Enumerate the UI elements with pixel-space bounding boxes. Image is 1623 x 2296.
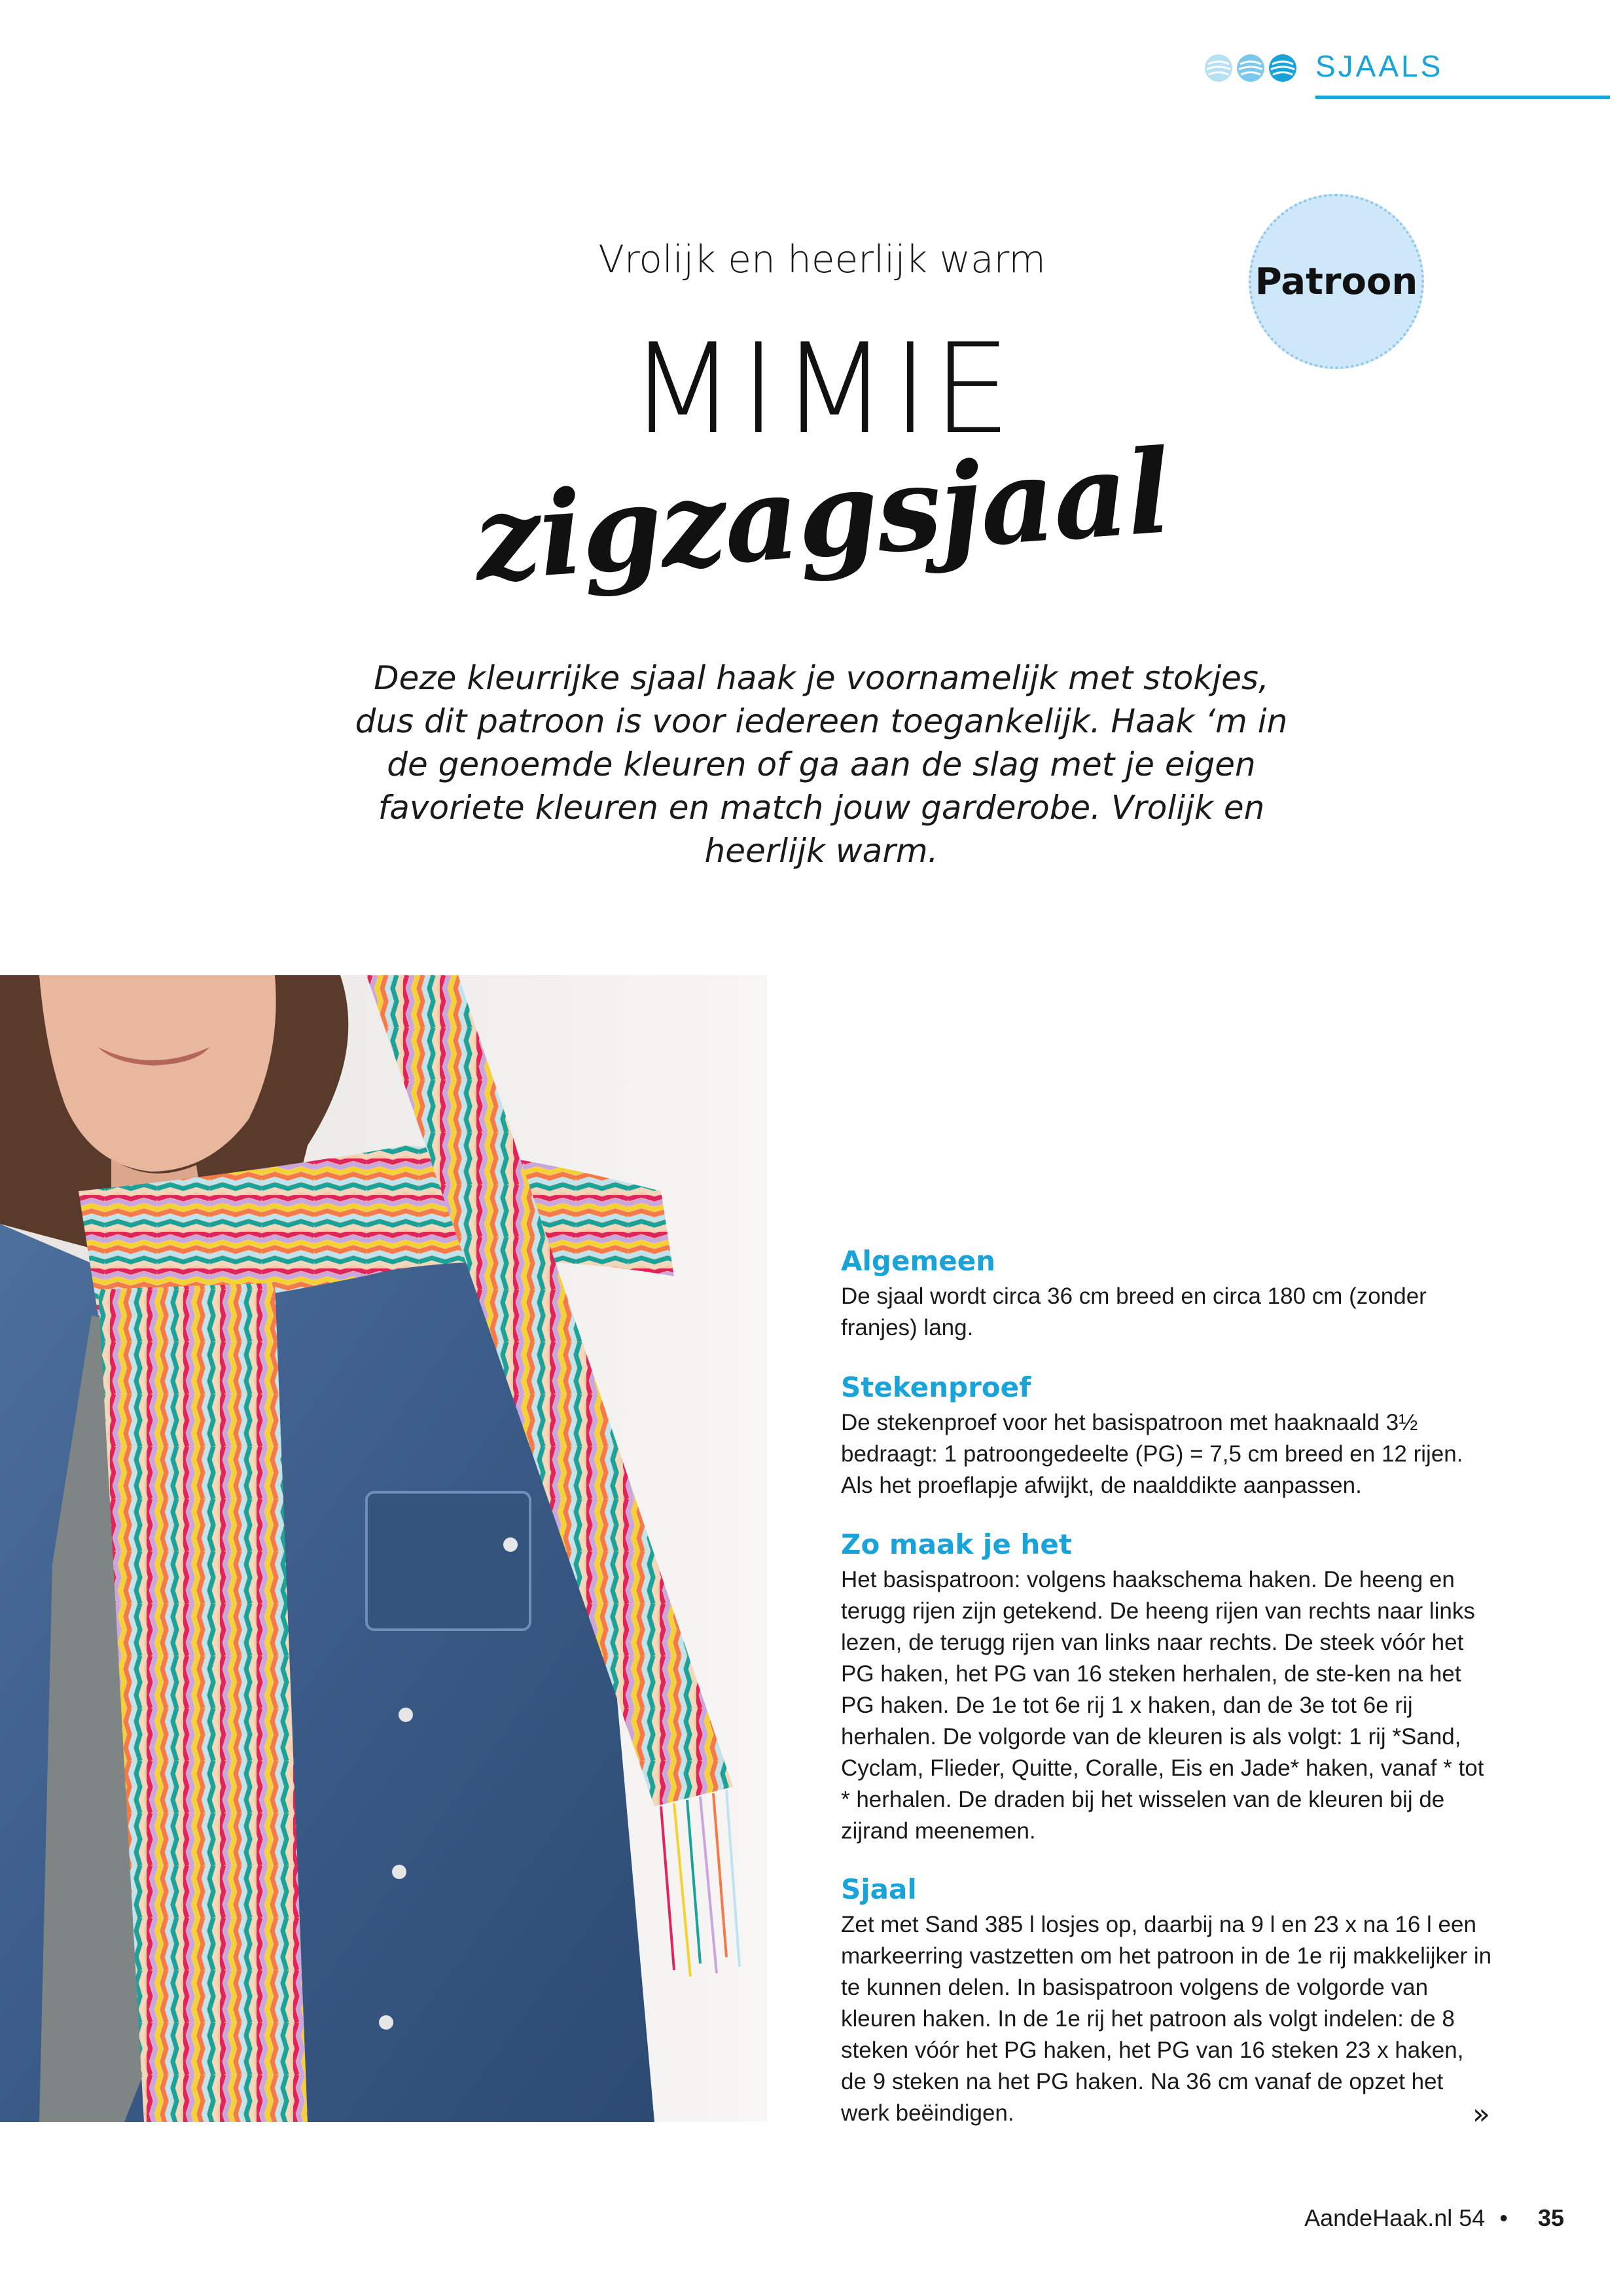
- section-body: De sjaal wordt circa 36 cm breed en circa 180 cm (zonder franjes) lang.: [841, 1283, 1427, 1340]
- section-heading: Algemeen: [841, 1245, 996, 1277]
- section-sjaal: [841, 1873, 1495, 2129]
- yarn-ball-icon: [1269, 54, 1296, 82]
- section-label: SJAALS: [1315, 49, 1444, 83]
- script-title: zigzagsjaal: [470, 423, 1174, 607]
- badge-label: Patroon: [1255, 260, 1418, 303]
- section-heading: Sjaal: [841, 1873, 917, 1905]
- section-body: Zet met Sand 385 l losjes op, daarbij na 9 l en 23 x na 16 l een markeerring vastzetten om het patroon in de 1e rij makkelijker in te kunnen delen. In basispatroon volgens de volgorde van kleuren haken. In de 1e rij het patroon als volgt indelen: de 8 steken vóór het PG haken, het PG van 16 steken 23 x haken, de 9 steken na het PG haken. Na 36 cm vanaf de opzet het werk beëindigen.: [841, 1912, 1492, 2126]
- yarn-ball-icons: [1203, 52, 1301, 84]
- footer-source: AandeHaak.nl 54: [1304, 2204, 1486, 2231]
- section-heading: Stekenproef: [841, 1371, 1031, 1403]
- section-rule: [1315, 96, 1610, 99]
- section-zo-maak-je-het: [841, 1528, 1495, 1847]
- section-body: Het basispatroon: volgens haakschema haken. De heeng en terugg rijen zijn getekend. De heeng rijen van rechts naar links lezen, de terugg rijen van links naar rechts. De steek vóór het PG haken, het PG van 16 steken herhalen, de ste-ken na het PG haken. De 1e tot 6e rij 1 x haken, dan de 3e tot 6e rij herhalen. De volgorde van de kleuren is als volgt: 1 rij *Sand, Cyclam, Flieder, Quitte, Coralle, Eis en Jade* haken, vanaf * tot * herhalen. De draden bij het wisselen van de kleuren bij de zijrand meenemen.: [841, 1567, 1484, 1844]
- page-number: 35: [1537, 2204, 1564, 2231]
- section-algemeen: [841, 1245, 1495, 1344]
- yarn-ball-icon: [1237, 54, 1264, 82]
- intro-text: Deze kleurrijke sjaal haak je voornamelijk met stokjes, dus dit patroon is voor iedereen toegankelijk. Haak ‘m in de genoemde kleuren of ga aan de slag met je eigen favoriete kleuren en match jouw garderobe. Vrolijk en heerlijk warm.: [355, 659, 1288, 870]
- kicker: Vrolijk en heerlijk warm: [598, 237, 1046, 281]
- main-title: MIMIE: [629, 317, 1015, 461]
- page-footer: [1198, 2204, 1564, 2232]
- yarn-ball-icon: [1205, 54, 1232, 82]
- footer-separator: •: [1499, 2204, 1508, 2231]
- model-scarf-photo: [0, 975, 767, 2122]
- section-body: De stekenproef voor het basispatroon met haaknaald 3½ bedraagt: 1 patroongedeelte (PG) = 7,5 cm breed en 12 rijen. Als het proeflapje afwijkt, de naalddikte aanpassen.: [841, 1410, 1463, 1498]
- section-stekenproef: [841, 1371, 1495, 1501]
- continue-arrow-icon: »: [1472, 2098, 1490, 2131]
- section-heading: Zo maak je het: [841, 1528, 1072, 1560]
